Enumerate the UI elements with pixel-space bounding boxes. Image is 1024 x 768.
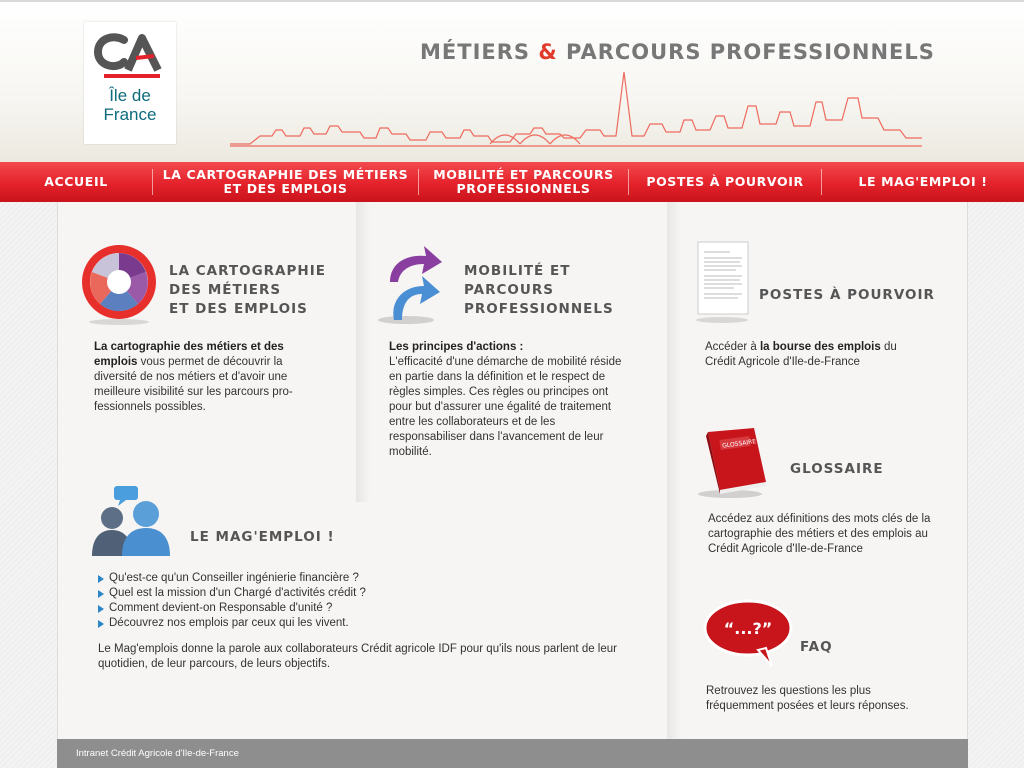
faq-title[interactable]: FAQ <box>800 639 833 655</box>
mag-question-link[interactable]: Découvrez nos emplois par ceux qui les vivent. <box>98 616 458 631</box>
mobilite-description <box>389 340 629 460</box>
cartographie-title[interactable] <box>169 262 326 319</box>
mobilite-title[interactable] <box>464 262 614 319</box>
nav-cartographie-label-1: LA CARTOGRAPHIE DES MÉTIERS <box>162 167 409 182</box>
faq-description: Retrouvez les questions les plus fréquemment posées et leurs réponses. <box>706 685 909 712</box>
site-header <box>0 0 1024 162</box>
mag-question-link[interactable]: Comment devient-on Responsable d'unité ? <box>98 601 458 616</box>
cartographie-description-bold: La cartographie des métiers et des emplois <box>94 341 284 368</box>
cartographie-title-line-2: DES MÉTIERS <box>169 282 282 298</box>
cartographie-title-line-3: ET DES EMPLOIS <box>169 301 308 317</box>
nav-mag-emploi-label: LE MAG'EMPLOI ! <box>858 174 988 189</box>
paris-skyline-illustration <box>230 72 922 148</box>
mobilite-title-line-3: PROFESSIONNELS <box>464 301 614 317</box>
cartography-wheel-icon[interactable] <box>80 242 158 326</box>
mobilite-title-line-1: MOBILITÉ ET <box>464 263 571 279</box>
postes-title[interactable]: POSTES À POURVOIR <box>759 287 935 303</box>
footer-text: Intranet Crédit Agricole d'Ile-de-France <box>76 748 239 759</box>
main-content-panel <box>57 202 968 739</box>
main-navigation <box>0 162 1024 202</box>
mag-question-link[interactable]: Qu'est-ce qu'un Conseiller ingénierie financière ? <box>98 571 458 586</box>
logo-line-2: France <box>103 105 157 124</box>
nav-mobilite-label-1: MOBILITÉ ET PARCOURS <box>433 167 614 182</box>
cartographie-description-rest: vous permet de découvrir la diversité de nos métiers et d'avoir une meilleure visibilité sur les parcours pro-fessionnels possibles. <box>94 356 293 413</box>
nav-accueil[interactable] <box>0 162 152 202</box>
mobilite-title-line-2: PARCOURS <box>464 282 554 298</box>
postes-description-post: du Crédit Agricole d'Ile-de-France <box>705 341 897 368</box>
logo-line-1: Île de <box>109 86 151 105</box>
ca-logo-icon <box>94 32 166 82</box>
logo-region-text <box>84 86 176 124</box>
glossary-book-label: GLOSSAIRE <box>721 438 757 450</box>
glossary-book-icon[interactable] <box>690 424 772 500</box>
mag-emploi-description: Le Mag'emplois donne la parole aux collaborateurs Crédit agricole IDF pour qu'ils nous parlent de leur quotidien, de leur parcours, de leurs objectifs. <box>98 643 617 670</box>
nav-cartographie[interactable] <box>153 162 418 202</box>
glossaire-description: Accédez aux définitions des mots clés de la cartographie des métiers et des emplois au Crédit Agricole d'Ile-de-France <box>708 513 931 555</box>
nav-mag-emploi[interactable] <box>822 162 1024 202</box>
cartographie-title-line-1: LA CARTOGRAPHIE <box>169 263 326 279</box>
site-title-part-2: PARCOURS PROFESSIONNELS <box>557 40 935 64</box>
mobilite-principles-text: L'efficacité d'une démarche de mobilité réside en partie dans la définition et le respect de règles simples. Ces règles ou principes ont pour but d'assurer une égalité de traitement entre les collaborateurs et de les responsabiliser dans l'avancement de leur mobilité. <box>389 356 622 458</box>
nav-mobilite-label-2: PROFESSIONNELS <box>456 181 591 196</box>
nav-postes[interactable] <box>629 162 821 202</box>
cartographie-description <box>94 340 316 415</box>
faq-bubble-text: “...?” <box>723 619 773 638</box>
mobilite-principles-title: Les principes d'actions : <box>389 341 524 353</box>
document-icon[interactable] <box>690 238 756 326</box>
nav-postes-label: POSTES À POURVOIR <box>646 174 804 189</box>
glossaire-title[interactable]: GLOSSAIRE <box>790 461 884 477</box>
faq-speech-bubble-icon[interactable] <box>702 598 798 668</box>
mobility-arrows-icon[interactable] <box>368 242 450 328</box>
postes-description <box>705 340 925 370</box>
site-title-part-1: MÉTIERS <box>420 40 539 64</box>
site-footer <box>57 739 968 768</box>
column-divider <box>667 202 681 739</box>
credit-agricole-logo[interactable] <box>84 22 176 144</box>
nav-mobilite[interactable] <box>419 162 628 202</box>
mag-emploi-title[interactable]: LE MAG'EMPLOI ! <box>190 529 335 545</box>
nav-accueil-label: ACCUEIL <box>44 174 108 189</box>
site-title <box>420 40 935 64</box>
people-chat-icon[interactable] <box>90 484 180 558</box>
postes-description-pre: Accéder à <box>705 341 760 353</box>
mag-emploi-question-list <box>98 571 458 631</box>
site-title-ampersand: & <box>538 40 558 64</box>
mag-question-link[interactable]: Quel est la mission d'un Chargé d'activités crédit ? <box>98 586 458 601</box>
bourse-emplois-link[interactable]: la bourse des emplois <box>759 341 881 353</box>
nav-cartographie-label-2: ET DES EMPLOIS <box>223 181 348 196</box>
